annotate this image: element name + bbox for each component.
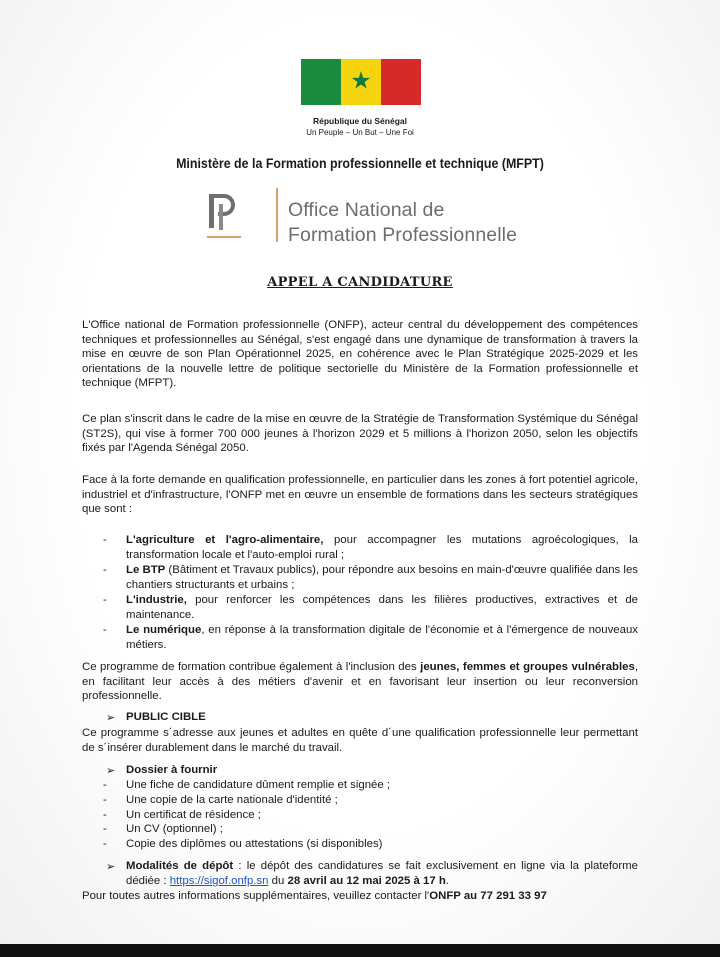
sector-bold: Le BTP bbox=[126, 564, 166, 576]
public-cible-text: Ce programme s´adresse aux jeunes et adultes en quête d´une qualification professionnelle leur permettant de s´insérer durablement dans le marché du travail. bbox=[82, 727, 638, 754]
onfp-logo-icon bbox=[207, 190, 241, 242]
page-title: APPEL A CANDIDATURE bbox=[267, 275, 453, 290]
depot-period: . bbox=[445, 874, 449, 887]
bullet-dash: - bbox=[103, 809, 107, 821]
arrow-bullet-icon: ➢ bbox=[106, 765, 116, 777]
bullet-dash: - bbox=[103, 564, 107, 576]
office-name-line1: Office National de bbox=[288, 199, 445, 221]
depot-text: : le dépôt des candidatures se fait exclusivement en ligne via la plateforme dédiée : bbox=[126, 860, 639, 887]
flag-star-icon: ★ bbox=[350, 67, 372, 95]
bullet-dash: - bbox=[103, 838, 107, 850]
dossier-item: Un certificat de résidence ; bbox=[126, 809, 261, 821]
bullet-dash: - bbox=[103, 779, 107, 791]
inclusion-bold: jeunes, femmes et groupes vulnérables bbox=[420, 661, 635, 673]
depot-heading: Modalités de dépôt bbox=[126, 860, 234, 872]
senegal-flag bbox=[301, 59, 421, 105]
sector-text: pour renforcer les compétences dans les filières productives, extractives et de maintenance. bbox=[126, 594, 638, 621]
bullet-dash: - bbox=[103, 624, 107, 636]
depot-text-du: du bbox=[268, 874, 288, 887]
sector-bold: L'agriculture et l'agro-alimentaire, bbox=[126, 534, 324, 546]
dossier-item: Un CV (optionnel) ; bbox=[126, 823, 223, 835]
bullet-dash: - bbox=[103, 794, 107, 806]
depot-dates: 28 avril au 12 mai 2025 à 17 h bbox=[287, 874, 446, 887]
dossier-item: Une fiche de candidature dûment remplie et signée ; bbox=[126, 779, 391, 791]
intro-paragraph-2: Ce plan s'inscrit dans le cadre de la mise en œuvre de la Stratégie de Transformation Systémique du Sénégal (ST2S), qui vise à former 700 000 jeunes à l'horizon 2029 et 5 millions à l'horizon 2050, selon les objectifs fixés par l'Agenda Sénégal 2050. bbox=[82, 413, 638, 455]
intro-paragraph-3: Face à la forte demande en qualification professionnelle, en particulier dans les zones à fort potentiel agricole, industriel et d'infrastructure, l'ONFP met en œuvre un ensemble de formations dans les secteurs stratégiques que sont : bbox=[82, 474, 638, 516]
inclusion-paragraph bbox=[82, 660, 638, 704]
flag-green-band bbox=[301, 59, 341, 105]
platform-link[interactable]: https://sigof.onfp.sn bbox=[169, 874, 269, 887]
contact-paragraph bbox=[82, 889, 638, 904]
screen-bottom-bar bbox=[0, 944, 720, 957]
sector-bold: L'industrie, bbox=[126, 594, 187, 606]
public-cible-heading: PUBLIC CIBLE bbox=[126, 711, 206, 723]
flag-red-band bbox=[381, 59, 421, 105]
dossier-item: Copie des diplômes ou attestations (si disponibles) bbox=[126, 838, 383, 850]
republic-motto: Un Peuple – Un But – Une Foi bbox=[306, 128, 414, 137]
sector-bold: Le numérique bbox=[126, 624, 202, 636]
intro-paragraph-1: L'Office national de Formation professionnelle (ONFP), acteur central du développement des compétences techniques et professionnelles au Sénégal, s'est engagé dans une dynamique de transformation à travers la mise en œuvre de son Plan Opérationnel 2025, en cohérence avec le Plan Stratégique 2025-2029 et les orientations de la nouvelle lettre de politique sectorielle du Ministère de la Formation professionnelle et technique (MFPT). bbox=[82, 319, 638, 390]
depot-paragraph bbox=[126, 859, 638, 888]
dossier-heading: Dossier à fournir bbox=[126, 764, 218, 776]
office-name-line2: Formation Professionnelle bbox=[288, 224, 518, 246]
sector-text: , en réponse à la transformation digitale de l'économie et à l'émergence de nouveaux métiers. bbox=[126, 624, 638, 651]
arrow-bullet-icon: ➢ bbox=[106, 712, 116, 724]
contact-text: Pour toutes autres informations supplémentaires, veuillez contacter l' bbox=[82, 890, 430, 902]
dossier-item: Une copie de la carte nationale d'identité ; bbox=[126, 794, 338, 806]
bullet-dash: - bbox=[103, 534, 107, 546]
sector-text: pour accompagner les mutations agroécologiques, la transformation locale et l'auto-emploi rural ; bbox=[126, 534, 639, 561]
republic-name: République du Sénégal bbox=[313, 116, 407, 126]
logo-divider bbox=[276, 188, 278, 242]
arrow-bullet-icon: ➢ bbox=[106, 861, 116, 873]
bullet-dash: - bbox=[103, 823, 107, 835]
inclusion-text: Ce programme de formation contribue également à l'inclusion des bbox=[82, 661, 421, 673]
sector-text: (Bâtiment et Travaux publics), pour répondre aux besoins en main-d'œuvre qualifiée dans les chantiers structurants et urbains ; bbox=[126, 564, 638, 591]
ministry-name: Ministère de la Formation professionnelle et technique (MFPT) bbox=[176, 156, 544, 171]
bullet-dash: - bbox=[103, 594, 107, 606]
contact-phone: ONFP au 77 291 33 97 bbox=[429, 890, 547, 902]
inclusion-text-end: , en facilitant leur accès à des métiers d'avenir et en favorisant leur insertion ou leur reconversion professionnelle. bbox=[82, 661, 638, 703]
